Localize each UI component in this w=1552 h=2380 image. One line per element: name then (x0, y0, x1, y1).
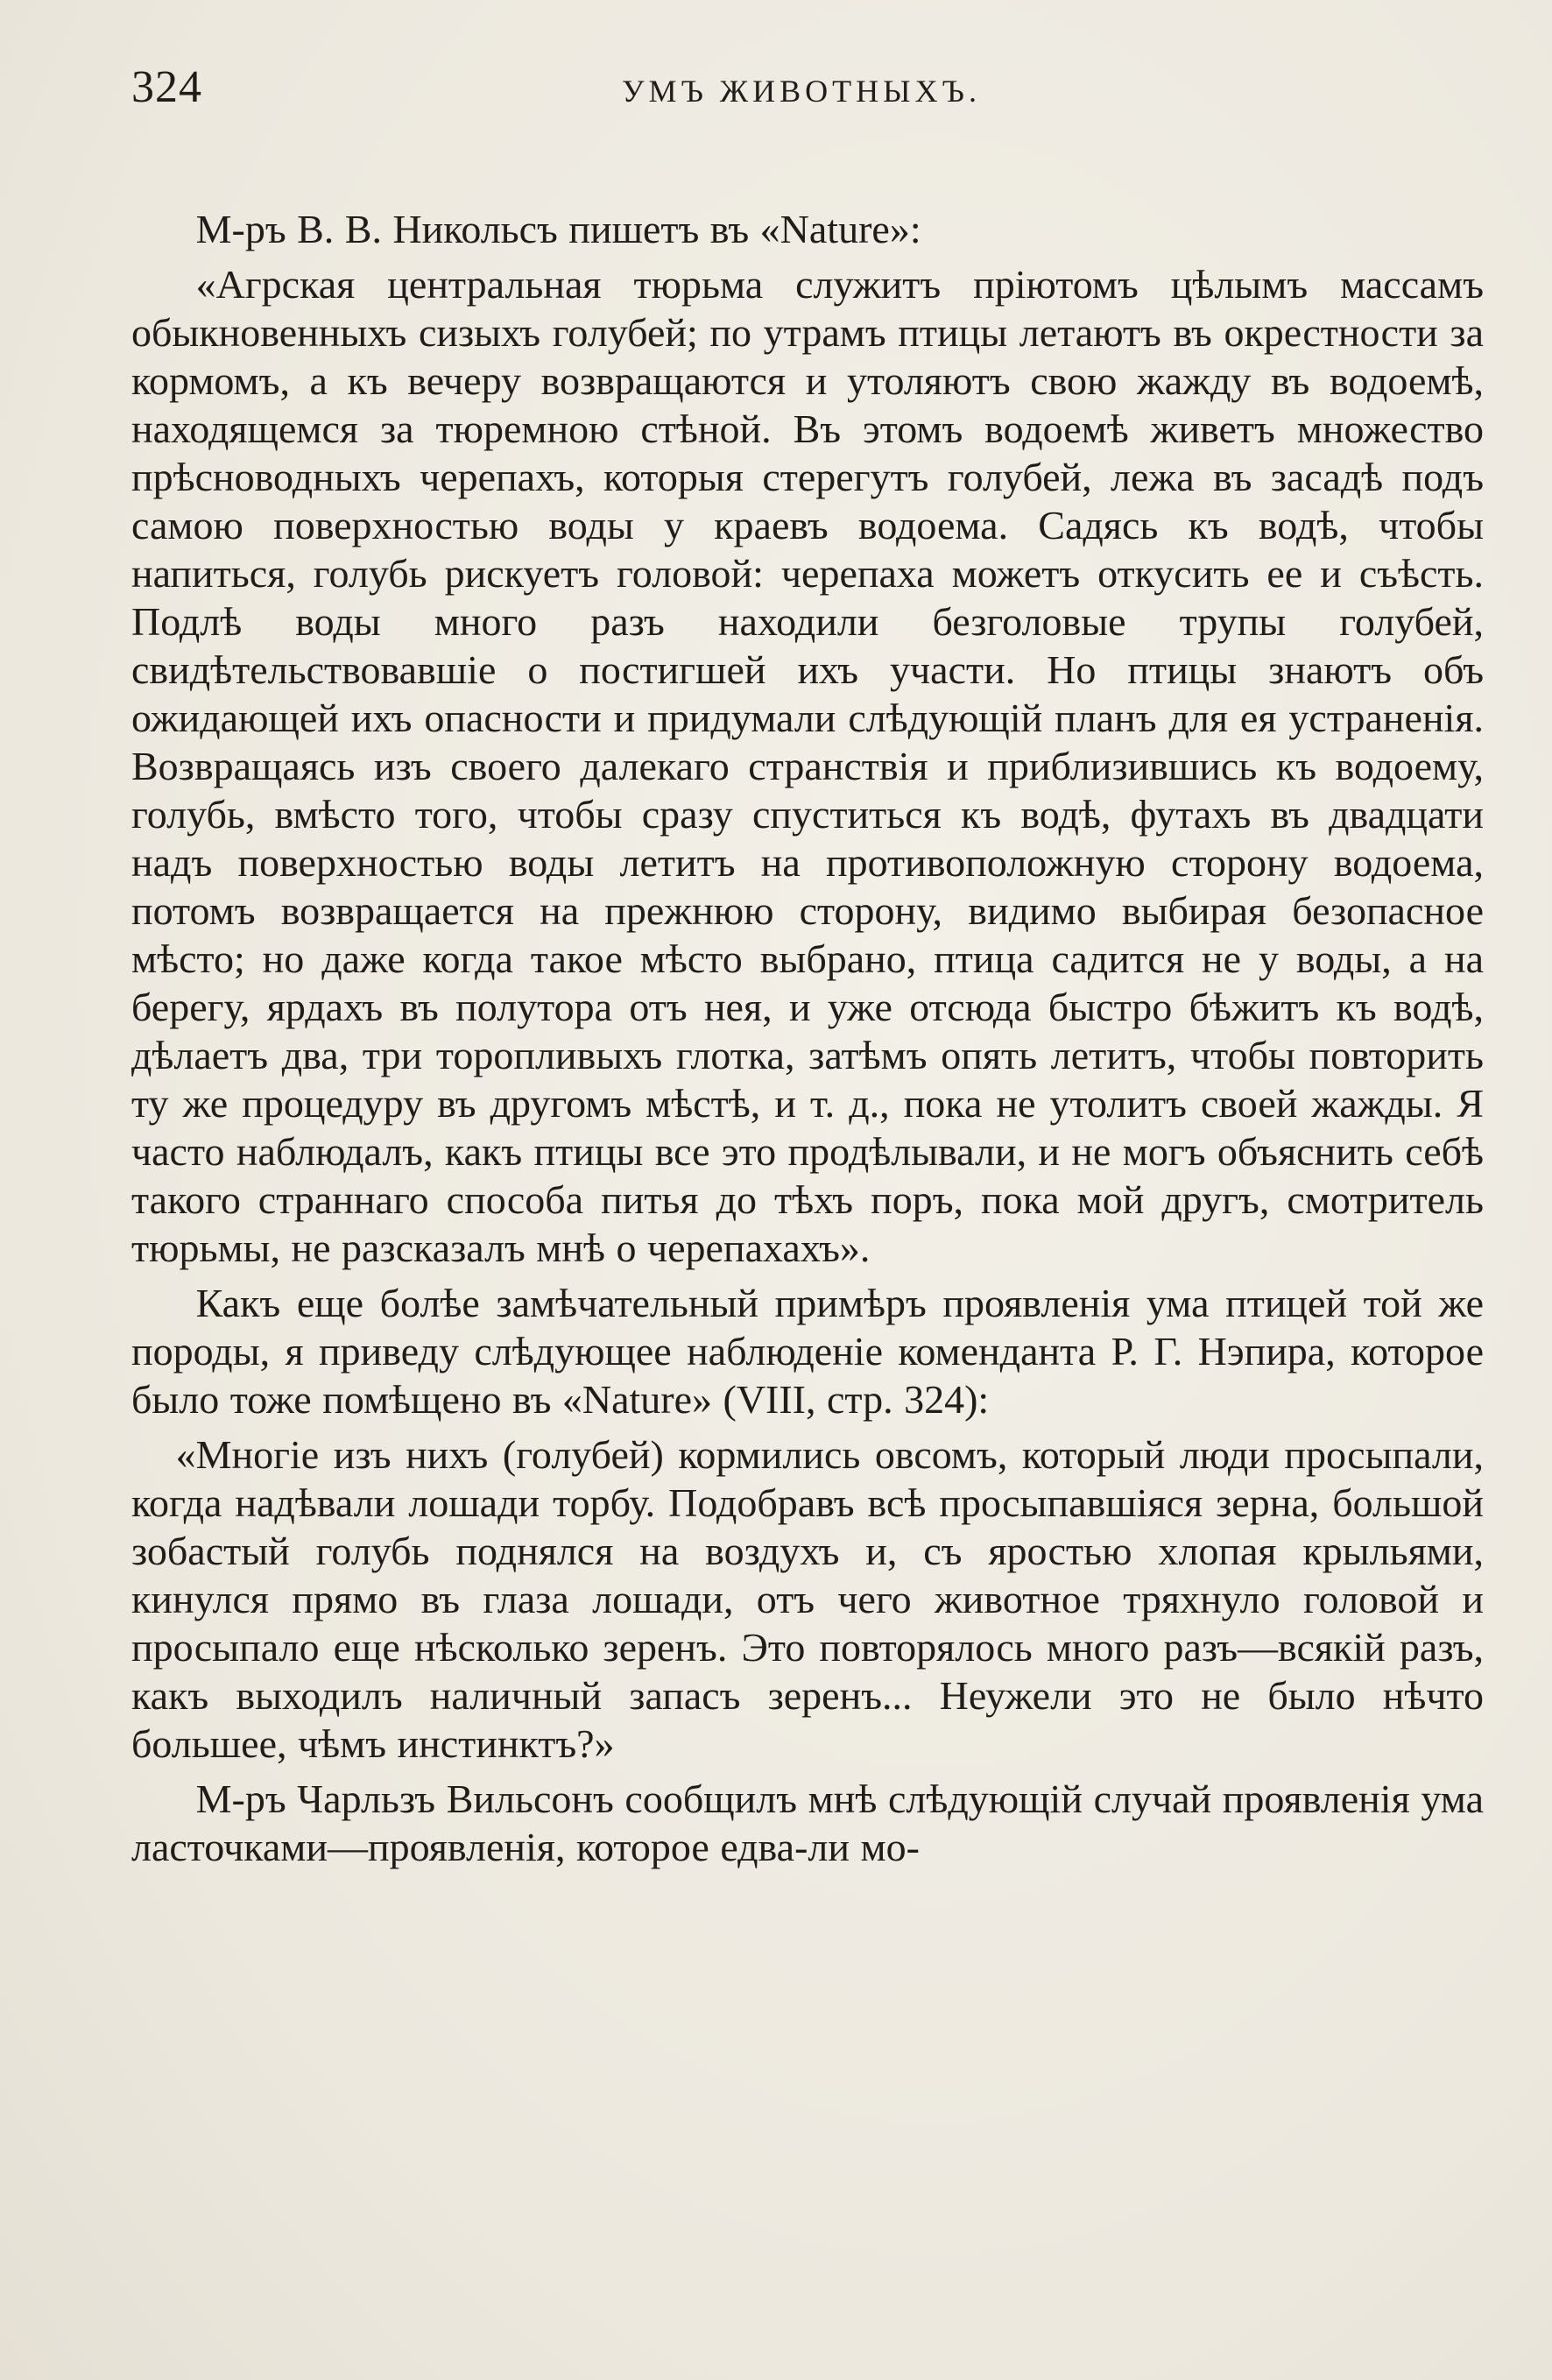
paragraph-quote-nicholls: «Агрская центральная тюрьма служитъ прiютомъ цѣлымъ массамъ обыкновенныхъ сизыхъ голубей; по утрамъ птицы летаютъ въ окрестности за кормомъ, а къ вечеру возвращаются и утоляютъ свою жажду въ водоемѣ, находящемся за тюремною стѣной. Въ этомъ водоемѣ живетъ множество прѣсноводныхъ черепахъ, которыя стерегутъ голубей, лежа въ засадѣ подъ самою поверхностью воды у краевъ водоема. Садясь къ водѣ, чтобы напиться, голубь рискуетъ головой: черепаха можетъ откусить ее и съѣсть. Подлѣ воды много разъ находили безголовые трупы голубей, свидѣтельствовавшiе о постигшей ихъ участи. Но птицы знаютъ объ ожидающей ихъ опасности и придумали слѣдующiй планъ для ея устраненiя. Возвращаясь изъ своего далекаго странствiя и приблизившись къ водоему, голубь, вмѣсто того, чтобы сразу спуститься къ водѣ, футахъ въ двадцати надъ поверхностью воды летитъ на противоположную сторону водоема, потомъ возвращается на прежнюю сторону, видимо выбирая безопасное мѣсто; но даже когда такое мѣсто выбрано, птица садится не у воды, а на берегу, ярдахъ въ полутора отъ нея, и уже отсюда быстро бѣжитъ къ водѣ, дѣлаетъ два, три торопливыхъ глотка, затѣмъ опять летитъ, чтобы повторить ту же процедуру въ другомъ мѣстѣ, и т. д., пока не утолитъ своей жажды. Я часто наблюдалъ, какъ птицы все это продѣлывали, и не могъ объяснить себѣ такого страннаго способа питья до тѣхъ поръ, пока мой другъ, смотритель тюрьмы, не разсказалъ мнѣ о черепахахъ». (131, 262, 1484, 1270)
paragraph-quote-napier: «Многiе изъ нихъ (голубей) кормились овсомъ, который люди просыпали, когда надѣвали лошади торбу. Подобравъ всѣ просыпавшiяся зерна, большой зобастый голубь поднялся на воздухъ и, съ яростью хлопая крыльями, кинулся прямо въ глаза лошади, отъ чего животное тряхнуло головой и просыпало еще нѣсколько зеренъ. Это повторялось много разъ—всякiй разъ, какъ выходилъ наличный запасъ зеренъ... Неужели это не было нѣчто большее, чѣмъ инстинктъ?» (131, 1432, 1484, 1766)
paragraph-wilson: М-ръ Чарльзъ Вильсонъ сообщилъ мнѣ слѣдующiй случай проявленiя ума ласточками—проявленiя, которое едва-ли мо- (131, 1776, 1484, 1869)
running-title: УМЪ ЖИВОТНЫХЪ. (622, 74, 981, 109)
page-number: 324 (131, 62, 202, 112)
page-header (131, 61, 1484, 131)
paragraph-attribution: М-ръ В. В. Никольсъ пишетъ въ «Nature»: (195, 207, 921, 251)
paragraph-intro-napier: Какъ еще болѣе замѣчательный примѣръ проявленiя ума птицей той же породы, я приведу слѣдующее наблюденiе коменданта Р. Г. Нэпира, которое было тоже помѣщено въ «Nature» (VIII, стр. 324): (131, 1281, 1484, 1422)
body-text (131, 205, 1484, 1871)
